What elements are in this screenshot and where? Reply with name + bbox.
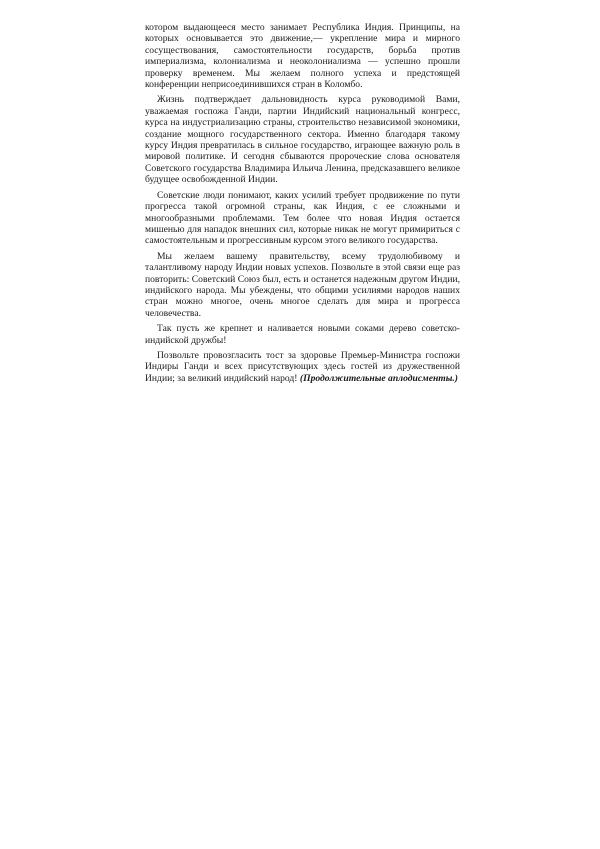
paragraph-4: Мы желаем вашему правительству, всему трудолюбивому и талантливому народу Индии новых успехов. Позвольте в этой связи еще раз повторить: Советский Союз был, есть и останется надежным другом Индии, индийского народа. Мы убеждены, что общими усилиями народов наших стран можно многое, очень многое сделать для мира и прогресса человечества. bbox=[145, 250, 460, 319]
applause-note: (Продолжительные аплодисменты.) bbox=[299, 372, 458, 384]
paragraph-6 bbox=[145, 350, 460, 384]
paragraph-1: котором выдающееся место занимает Республика Индия. Принципы, на которых основывается это движение,— укрепление мира и мирного сосуществования, самостоятельности государств, борьба против империализма, колониализма и неоколониализма — успешно прошли проверку временем. Мы желаем полного успеха и предстоящей конференции неприсоединившихся стран в Коломбо. bbox=[145, 22, 460, 91]
paragraph-5: Так пусть же крепнет и наливается новыми соками дерево советско-индийской дружбы! bbox=[145, 323, 460, 346]
paragraph-2: Жизнь подтверждает дальновидность курса руководимой Вами, уважаемая госпожа Ганди, партии Индийский национальный конгресс, курса на индустриализацию страны, строительство независимой экономики, создание мощного государственного сектора. Именно благодаря такому курсу Индия превратилась в сильное государство, играющее важную роль в мировой политике. И сегодня сбываются пророческие слова основателя Советского государства Владимира Ильича Ленина, предсказавшего великое будущее освобожденной Индии. bbox=[145, 94, 460, 186]
toast-text: Позвольте провозгласить тост за здоровье Премьер-Министра госпожи Индиры Ганди и всех присутствующих здесь гостей из дружественной Индии; за великий индийский народ! bbox=[145, 349, 460, 384]
paragraph-3: Советские люди понимают, каких усилий требует продвижение по пути прогресса такой огромной страны, как Индия, с ее сложными и многообразными проблемами. Тем более что новая Индия остается мишенью для нападок внешних сил, которые никак не могут примириться с самостоятельным и прогрессивным курсом этого великого государства. bbox=[145, 189, 460, 247]
speech-text bbox=[145, 22, 460, 388]
